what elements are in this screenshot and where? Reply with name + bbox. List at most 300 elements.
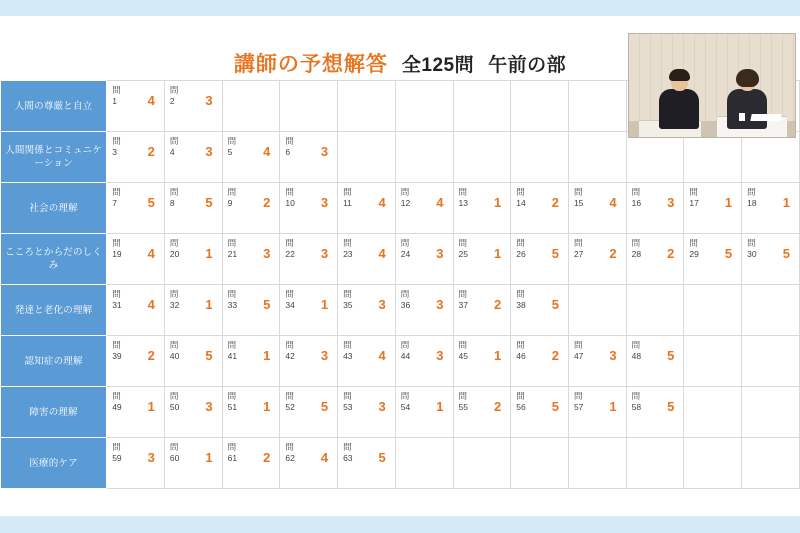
empty-cell: [742, 285, 800, 336]
answer-value: 2: [147, 348, 155, 363]
empty-cell: [395, 81, 453, 132]
empty-cell: [568, 438, 626, 489]
answer-value: 1: [147, 399, 155, 414]
question-label: [459, 340, 485, 362]
answer-cell: [684, 183, 742, 234]
answer-value: 4: [147, 246, 155, 261]
question-label: [343, 187, 369, 209]
question-label: [112, 442, 138, 464]
empty-cell: [511, 132, 569, 183]
answer-cell: [338, 336, 396, 387]
question-number: 15: [573, 198, 584, 208]
answer-cell: [338, 183, 396, 234]
question-number: 10: [285, 198, 295, 208]
question-kanji: 問: [112, 136, 121, 146]
question-kanji: 問: [573, 187, 583, 197]
answer-value: 4: [378, 246, 386, 261]
question-number: 12: [400, 198, 411, 208]
answer-cell: [222, 438, 280, 489]
question-kanji: 問: [169, 289, 179, 299]
question-number: 36: [400, 300, 411, 310]
question-kanji: 問: [169, 85, 179, 95]
row-header: 人間の尊厳と自立: [1, 81, 107, 132]
answer-cell: [395, 285, 453, 336]
question-label: [170, 289, 196, 311]
question-label: [689, 238, 715, 260]
answer-value: 2: [263, 450, 271, 465]
question-label: [401, 391, 427, 413]
question-kanji: 問: [227, 238, 237, 248]
empty-cell: [684, 336, 742, 387]
answers-table: [0, 80, 800, 489]
question-number: 19: [112, 249, 122, 259]
question-kanji: 問: [169, 442, 179, 452]
question-number: 18: [747, 198, 757, 208]
answer-cell: [626, 234, 684, 285]
question-label: [401, 187, 427, 209]
answer-cell: [395, 336, 453, 387]
question-kanji: 問: [631, 238, 641, 248]
presenter-left-body: [659, 89, 699, 129]
answer-value: 3: [205, 144, 213, 159]
question-number: 3: [112, 147, 117, 157]
answer-value: 5: [551, 399, 559, 414]
question-label: [516, 187, 542, 209]
answer-value: 3: [147, 450, 155, 465]
question-number: 23: [343, 249, 353, 259]
question-number: 16: [631, 198, 642, 208]
empty-cell: [684, 132, 742, 183]
question-number: 39: [112, 351, 122, 361]
question-number: 14: [516, 198, 526, 208]
question-kanji: 問: [343, 289, 352, 299]
answer-cell: [164, 438, 222, 489]
question-kanji: 問: [285, 136, 294, 146]
answer-value: 1: [205, 450, 213, 465]
question-label: [632, 238, 658, 260]
empty-cell: [511, 438, 569, 489]
answer-cell: [626, 183, 684, 234]
question-label: [285, 442, 311, 464]
answer-value: 3: [667, 195, 675, 210]
answer-value: 2: [493, 399, 502, 414]
question-label: [112, 187, 138, 209]
question-kanji: 問: [227, 289, 237, 299]
question-label: [228, 136, 254, 158]
answer-cell: [626, 336, 684, 387]
answer-cell: [107, 336, 165, 387]
question-number: 56: [516, 402, 526, 412]
answer-value: 4: [436, 195, 444, 210]
question-label: [459, 238, 485, 260]
question-kanji: 問: [227, 136, 237, 146]
question-kanji: 問: [112, 442, 121, 452]
question-number: 6: [285, 147, 291, 157]
presenter-video-overlay[interactable]: [628, 33, 796, 138]
question-number: 25: [458, 249, 468, 259]
answer-value: 2: [667, 246, 675, 261]
question-label: [170, 238, 196, 260]
question-number: 30: [747, 249, 757, 259]
answer-cell: [280, 438, 338, 489]
empty-cell: [742, 132, 800, 183]
question-label: [170, 187, 196, 209]
empty-cell: [742, 438, 800, 489]
question-kanji: 問: [400, 238, 410, 248]
question-label: [112, 136, 138, 158]
question-kanji: 問: [631, 391, 641, 401]
answer-cell: [338, 387, 396, 438]
question-label: [632, 391, 658, 413]
question-number: 55: [458, 402, 468, 412]
answer-cell: [164, 387, 222, 438]
answer-value: 4: [320, 450, 329, 465]
answer-cell: [107, 183, 165, 234]
question-number: 54: [400, 402, 411, 412]
answer-value: 5: [378, 450, 386, 465]
answer-cell: [338, 234, 396, 285]
empty-cell: [280, 81, 338, 132]
question-label: [228, 289, 254, 311]
question-label: [285, 289, 311, 311]
answer-value: 5: [724, 246, 733, 261]
question-number: 53: [343, 402, 353, 412]
question-kanji: 問: [400, 391, 410, 401]
question-number: 61: [227, 453, 238, 463]
answer-cell: [107, 132, 165, 183]
question-number: 2: [169, 96, 175, 106]
presenter-right-body: [727, 89, 767, 129]
answer-value: 1: [724, 195, 733, 210]
answer-cell: [338, 438, 396, 489]
answer-cell: [453, 183, 511, 234]
answer-value: 3: [320, 195, 329, 210]
question-kanji: 問: [169, 238, 179, 248]
answer-cell: [453, 387, 511, 438]
answer-value: 3: [378, 297, 386, 312]
table-row: [1, 438, 800, 489]
answer-value: 2: [551, 195, 559, 210]
answer-value: 5: [551, 246, 559, 261]
empty-cell: [395, 438, 453, 489]
question-number: 48: [631, 351, 642, 361]
answer-cell: [222, 285, 280, 336]
empty-cell: [684, 438, 742, 489]
answer-cell: [742, 234, 800, 285]
empty-cell: [395, 132, 453, 183]
row-header: 人間関係とコミュニケーション: [1, 132, 107, 183]
question-number: 35: [343, 300, 353, 310]
answer-value: 5: [205, 195, 213, 210]
answer-value: 3: [436, 348, 444, 363]
question-kanji: 問: [516, 289, 525, 299]
question-label: [170, 85, 196, 107]
answer-value: 3: [320, 246, 329, 261]
question-kanji: 問: [343, 238, 352, 248]
empty-cell: [742, 387, 800, 438]
table-row: [1, 183, 800, 234]
answer-cell: [280, 336, 338, 387]
question-kanji: 問: [516, 340, 525, 350]
answer-value: 2: [147, 144, 155, 159]
question-kanji: 問: [400, 187, 410, 197]
question-label: [170, 391, 196, 413]
answer-value: 3: [205, 399, 213, 414]
answer-value: 3: [609, 348, 617, 363]
answer-cell: [164, 183, 222, 234]
answer-cell: [280, 132, 338, 183]
question-kanji: 問: [285, 238, 294, 248]
answer-value: 3: [436, 246, 444, 261]
answer-value: 4: [378, 195, 386, 210]
question-kanji: 問: [227, 340, 237, 350]
question-label: [112, 391, 138, 413]
empty-cell: [453, 132, 511, 183]
question-label: [574, 340, 600, 362]
answer-cell: [511, 336, 569, 387]
question-kanji: 問: [343, 391, 352, 401]
question-label: [516, 238, 542, 260]
question-number: 8: [169, 198, 175, 208]
question-number: 17: [689, 198, 699, 208]
question-number: 4: [169, 147, 175, 157]
answer-value: 5: [205, 348, 213, 363]
question-number: 41: [227, 351, 238, 361]
answer-value: 1: [782, 195, 790, 210]
table-row: [1, 234, 800, 285]
answer-cell: [107, 285, 165, 336]
answer-cell: [395, 234, 453, 285]
question-kanji: 問: [169, 340, 179, 350]
question-kanji: 問: [343, 442, 352, 452]
answer-cell: [222, 183, 280, 234]
answer-value: 4: [263, 144, 271, 159]
question-kanji: 問: [285, 289, 294, 299]
question-kanji: 問: [343, 340, 352, 350]
question-number: 51: [227, 402, 238, 412]
question-kanji: 問: [285, 187, 294, 197]
answer-value: 3: [436, 297, 444, 312]
question-kanji: 問: [285, 340, 294, 350]
answer-cell: [568, 336, 626, 387]
question-kanji: 問: [631, 187, 641, 197]
question-label: [170, 442, 196, 464]
empty-cell: [453, 81, 511, 132]
question-number: 52: [285, 402, 295, 412]
answer-value: 3: [320, 144, 329, 159]
answer-value: 1: [493, 195, 502, 210]
answer-value: 1: [493, 348, 502, 363]
answer-cell: [280, 285, 338, 336]
answer-cell: [164, 336, 222, 387]
answer-cell: [453, 285, 511, 336]
question-number: 29: [689, 249, 699, 259]
row-header: 社会の理解: [1, 183, 107, 234]
question-number: 13: [458, 198, 468, 208]
answer-value: 2: [551, 348, 559, 363]
question-number: 21: [227, 249, 238, 259]
presenter-right-hair: [736, 69, 759, 87]
question-number: 31: [112, 300, 122, 310]
question-kanji: 問: [112, 391, 121, 401]
question-label: [112, 289, 138, 311]
question-label: [516, 391, 542, 413]
answer-cell: [222, 132, 280, 183]
question-label: [285, 238, 311, 260]
question-kanji: 問: [112, 289, 121, 299]
title-session: 午前の部: [488, 54, 567, 76]
answer-cell: [164, 132, 222, 183]
question-number: 24: [400, 249, 411, 259]
empty-cell: [222, 81, 280, 132]
question-number: 33: [227, 300, 238, 310]
question-number: 1: [112, 96, 117, 106]
question-number: 37: [458, 300, 468, 310]
answer-value: 3: [320, 348, 329, 363]
answer-cell: [222, 234, 280, 285]
question-label: [459, 391, 485, 413]
table-row: [1, 132, 800, 183]
answer-value: 1: [263, 348, 271, 363]
empty-cell: [626, 438, 684, 489]
answer-value: 1: [493, 246, 502, 261]
question-label: [112, 85, 138, 107]
answer-value: 5: [667, 399, 675, 414]
question-label: [285, 187, 311, 209]
question-label: [574, 238, 600, 260]
question-number: 20: [169, 249, 180, 259]
answer-value: 2: [263, 195, 271, 210]
title-main: 講師の予想解答: [233, 53, 388, 76]
question-label: [228, 187, 254, 209]
question-number: 9: [227, 198, 233, 208]
answer-cell: [338, 285, 396, 336]
question-kanji: 問: [112, 187, 121, 197]
row-header: 発達と老化の理解: [1, 285, 107, 336]
question-kanji: 問: [400, 289, 410, 299]
question-number: 45: [458, 351, 468, 361]
answer-cell: [395, 183, 453, 234]
question-label: [285, 391, 311, 413]
answer-cell: [280, 234, 338, 285]
answer-value: 5: [320, 399, 329, 414]
empty-cell: [453, 438, 511, 489]
question-number: 11: [343, 198, 352, 208]
question-kanji: 問: [169, 187, 179, 197]
question-kanji: 問: [516, 187, 525, 197]
question-number: 49: [112, 402, 122, 412]
cup-icon: [739, 113, 745, 121]
question-label: [747, 187, 773, 209]
question-number: 62: [285, 453, 295, 463]
question-label: [343, 391, 369, 413]
question-label: [343, 442, 369, 464]
title-question-count: 全125問: [401, 54, 475, 76]
question-kanji: 問: [227, 442, 237, 452]
question-number: 42: [285, 351, 295, 361]
question-kanji: 問: [285, 442, 294, 452]
answer-cell: [107, 438, 165, 489]
question-label: [285, 340, 311, 362]
question-kanji: 問: [458, 340, 468, 350]
question-kanji: 問: [458, 238, 468, 248]
question-kanji: 問: [573, 238, 583, 248]
question-number: 38: [516, 300, 526, 310]
row-header: こころとからだのしくみ: [1, 234, 107, 285]
question-kanji: 問: [458, 187, 468, 197]
answer-cell: [511, 183, 569, 234]
question-label: [112, 238, 138, 260]
empty-cell: [684, 387, 742, 438]
question-kanji: 問: [631, 340, 641, 350]
answer-cell: [280, 387, 338, 438]
answer-value: 4: [147, 297, 155, 312]
question-number: 50: [169, 402, 180, 412]
question-label: [747, 238, 773, 260]
answer-value: 1: [205, 246, 213, 261]
answer-cell: [511, 285, 569, 336]
question-kanji: 問: [516, 238, 525, 248]
answer-value: 1: [609, 399, 617, 414]
answer-cell: [280, 183, 338, 234]
question-kanji: 問: [516, 391, 525, 401]
answer-cell: [107, 81, 165, 132]
empty-cell: [568, 81, 626, 132]
question-number: 27: [573, 249, 584, 259]
empty-cell: [684, 285, 742, 336]
question-kanji: 問: [227, 391, 237, 401]
empty-cell: [626, 285, 684, 336]
question-label: [228, 238, 254, 260]
answer-value: 5: [782, 246, 790, 261]
question-number: 47: [573, 351, 584, 361]
question-number: 63: [343, 453, 353, 463]
question-number: 7: [112, 198, 117, 208]
question-label: [459, 289, 485, 311]
question-label: [112, 340, 138, 362]
question-number: 34: [285, 300, 295, 310]
question-number: 26: [516, 249, 526, 259]
empty-cell: [338, 81, 396, 132]
question-kanji: 問: [689, 187, 698, 197]
answer-cell: [222, 336, 280, 387]
question-kanji: 問: [112, 238, 121, 248]
empty-cell: [742, 336, 800, 387]
answer-value: 5: [551, 297, 559, 312]
row-header: 障害の理解: [1, 387, 107, 438]
question-number: 22: [285, 249, 295, 259]
answer-value: 5: [147, 195, 155, 210]
question-label: [516, 340, 542, 362]
question-kanji: 問: [169, 136, 179, 146]
question-kanji: 問: [400, 340, 410, 350]
answer-value: 1: [205, 297, 213, 312]
question-kanji: 問: [573, 340, 583, 350]
presenter-left-head: [671, 72, 688, 91]
table-row: [1, 336, 800, 387]
presenter-left: [659, 72, 699, 129]
answer-cell: [742, 183, 800, 234]
question-number: 57: [573, 402, 584, 412]
answer-cell: [164, 81, 222, 132]
answer-cell: [164, 234, 222, 285]
question-kanji: 問: [458, 391, 468, 401]
answer-value: 2: [493, 297, 502, 312]
question-label: [401, 340, 427, 362]
row-header: 認知症の理解: [1, 336, 107, 387]
question-label: [285, 136, 311, 158]
question-number: 28: [631, 249, 642, 259]
